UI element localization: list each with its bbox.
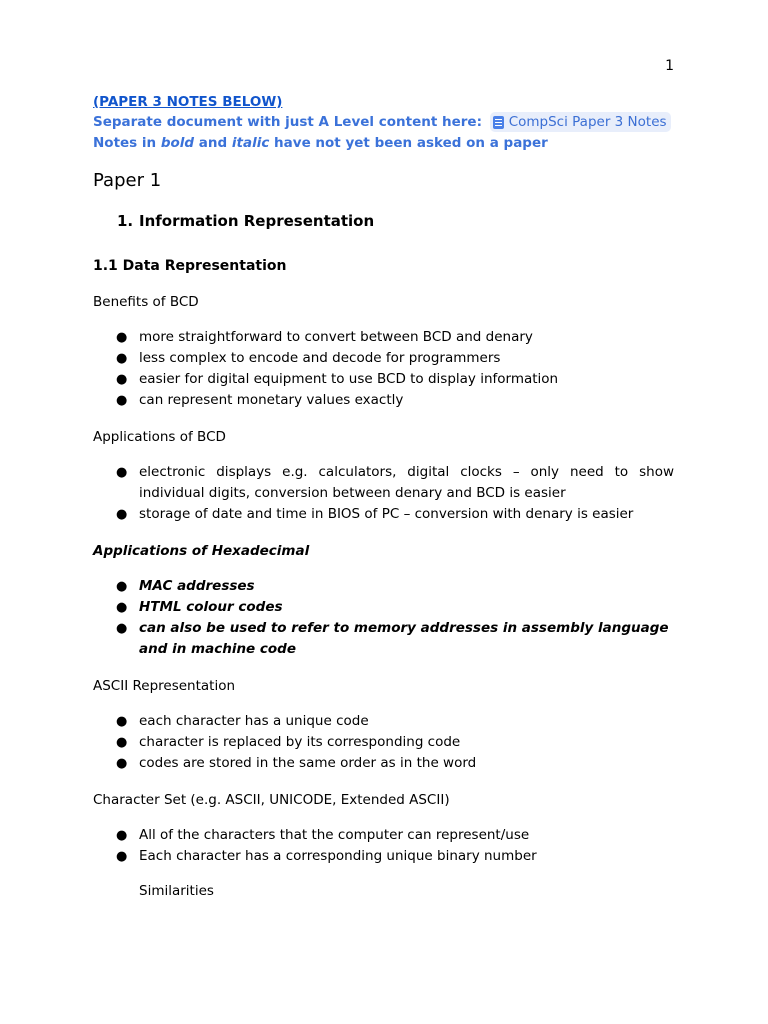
bullet-icon: ● (116, 735, 128, 750)
ascii-representation-list (93, 711, 674, 774)
applications-hex-heading: Applications of Hexadecimal (93, 543, 310, 559)
bullet-icon: ● (116, 756, 128, 771)
applications-hex-list (93, 576, 674, 660)
bullet-icon: ● (116, 621, 128, 636)
list-item (93, 348, 674, 369)
bullet-icon: ● (116, 849, 128, 864)
list-item (93, 390, 674, 411)
separate-document-line (93, 112, 674, 133)
bullet-icon: ● (116, 351, 128, 366)
bullet-icon: ● (116, 507, 128, 522)
ascii-representation-heading: ASCII Representation (93, 678, 236, 694)
notes-legend-bold: bold (160, 135, 195, 151)
bullet-icon: ● (116, 372, 128, 387)
list-item-text: character is replaced by its corresponding code (139, 734, 461, 750)
subsection-title: 1.1 Data Representation (93, 258, 287, 274)
similarities-heading: Similarities (139, 883, 214, 899)
notes-legend-italic: italic (231, 135, 270, 151)
bullet-icon: ● (116, 330, 128, 345)
benefits-bcd-heading: Benefits of BCD (93, 294, 199, 310)
benefits-bcd-list (93, 327, 674, 411)
list-item-text: less complex to encode and decode for programmers (139, 350, 501, 366)
list-item-text: can also be used to refer to memory addresses in assembly language and in machine code (139, 620, 669, 657)
bullet-icon: ● (116, 828, 128, 843)
applications-bcd-list (93, 462, 674, 525)
list-item-text: easier for digital equipment to use BCD to display information (139, 371, 559, 387)
list-item (93, 618, 674, 660)
list-item-text: more straightforward to convert between BCD and denary (139, 329, 533, 345)
character-set-list (93, 825, 674, 867)
section-number: 1. (117, 212, 134, 230)
document-body (93, 92, 674, 901)
notes-legend-and: and (194, 135, 232, 151)
list-item (93, 597, 674, 618)
bullet-icon: ● (116, 579, 128, 594)
page-number: 1 (665, 58, 674, 74)
list-item (93, 369, 674, 390)
list-item (93, 753, 674, 774)
list-item (93, 462, 674, 504)
compsci-paper3-notes-chip[interactable] (490, 112, 671, 132)
list-item-text: HTML colour codes (139, 599, 283, 615)
bullet-icon: ● (116, 714, 128, 729)
list-item-text: Each character has a corresponding unique binary number (139, 848, 537, 864)
list-item (93, 576, 674, 597)
separate-document-text: Separate document with just A Level content here: (93, 114, 482, 130)
list-item-text: each character has a unique code (139, 713, 369, 729)
character-set-heading: Character Set (e.g. ASCII, UNICODE, Extended ASCII) (93, 792, 450, 808)
list-item (93, 825, 674, 846)
list-item (93, 504, 674, 525)
list-item (93, 327, 674, 348)
paper-3-notes-link[interactable]: (PAPER 3 NOTES BELOW) (93, 94, 283, 110)
list-item (93, 732, 674, 753)
list-item-text: electronic displays e.g. calculators, digital clocks – only need to show individual digits, conversion between denary and BCD is easier (139, 464, 674, 501)
list-item-text: codes are stored in the same order as in the word (139, 755, 477, 771)
list-item-text: All of the characters that the computer can represent/use (139, 827, 530, 843)
bullet-icon: ● (116, 393, 128, 408)
section-title: Information Representation (139, 212, 375, 230)
applications-bcd-heading: Applications of BCD (93, 429, 226, 445)
list-item-text: can represent monetary values exactly (139, 392, 404, 408)
list-item (93, 846, 674, 867)
list-item-text: storage of date and time in BIOS of PC – conversion with denary is easier (139, 506, 634, 522)
notes-legend-suffix: have not yet been asked on a paper (269, 135, 548, 151)
notes-legend-prefix: Notes in (93, 135, 161, 151)
paper-title: Paper 1 (93, 170, 162, 191)
notes-legend-line (93, 133, 674, 154)
list-item (93, 711, 674, 732)
bullet-icon: ● (116, 600, 128, 615)
section-heading (117, 210, 674, 232)
chip-label: CompSci Paper 3 Notes (508, 113, 667, 130)
list-item-text: MAC addresses (139, 578, 255, 594)
bullet-icon: ● (116, 465, 128, 480)
google-docs-icon (493, 116, 504, 129)
